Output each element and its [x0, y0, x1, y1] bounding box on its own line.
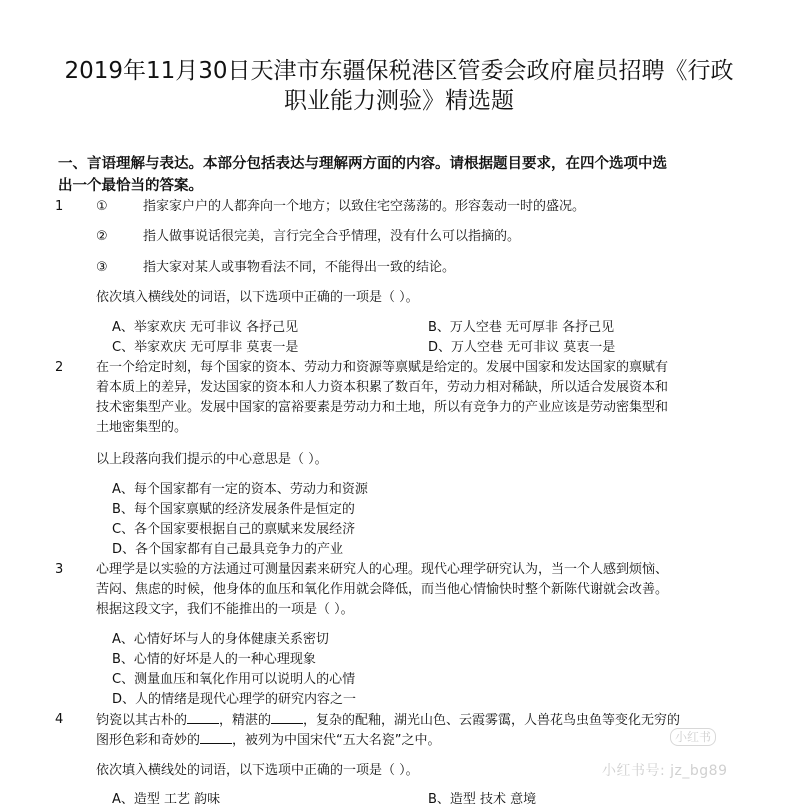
q3-paragraph-line-3: 根据这段文字，我们不能推出的一项是（ ）。 — [96, 602, 354, 617]
q4-option-b: B、造型 技术 意境 — [428, 792, 537, 807]
q4-blank-3 — [200, 730, 232, 744]
q1-option-d: D、万人空巷 无可非议 莫衷一是 — [428, 340, 616, 355]
watermark-id: 小红书号: jz_bg89 — [602, 763, 728, 779]
q4-text-2a: 图形色彩和奇妙的 — [96, 733, 201, 748]
document-title — [40, 56, 758, 116]
q1-option-c: C、举家欢庆 无可厚非 莫衷一是 — [112, 340, 299, 355]
q2-paragraph-line-4: 土地密集型的。 — [96, 420, 188, 435]
watermark-badge: 小红书 — [670, 728, 716, 746]
q1-prompt: 依次填入横线处的词语，以下选项中正确的一项是（ ）。 — [96, 290, 419, 305]
q4-text-1b: ，精湛的 — [219, 713, 272, 728]
question-1-number: 1 — [55, 199, 64, 214]
q4-prompt: 依次填入横线处的词语，以下选项中正确的一项是（ ）。 — [96, 763, 419, 778]
question-2-number: 2 — [55, 360, 64, 375]
q2-option-a: A、每个国家都有一定的资本、劳动力和资源 — [112, 482, 368, 497]
title-line-2: 职业能力测验》精选题 — [284, 88, 514, 114]
q3-option-c: C、测量血压和氧化作用可以说明人的心情 — [112, 672, 356, 687]
question-4-number: 4 — [55, 712, 64, 727]
q2-option-c: C、各个国家要根据自己的禀赋来发展经济 — [112, 522, 356, 537]
q4-text-1c: ，复杂的配釉，湖光山色、云霞雾霭，人兽花鸟虫鱼等变化无穷的 — [303, 713, 681, 728]
q2-paragraph-line-3: 技术密集型产业。发展中国家的富裕要素是劳动力和土地，所以有竞争力的产业应该是劳动密集型和 — [96, 400, 669, 415]
q2-paragraph-line-2: 着本质上的差异，发达国家的资本和人力资本积累了数百年，劳动力相对稀缺，所以适合发展资本和 — [96, 380, 669, 395]
q4-blank-2 — [271, 710, 303, 724]
q1-option-b: B、万人空巷 无可厚非 各抒己见 — [428, 320, 615, 335]
q1-option-a: A、举家欢庆 无可非议 各抒己见 — [112, 320, 299, 335]
q2-option-b: B、每个国家禀赋的经济发展条件是恒定的 — [112, 502, 355, 517]
question-3-number: 3 — [55, 562, 64, 577]
q4-paragraph-line-1 — [96, 710, 680, 731]
q4-text-1a: 钧瓷以其古朴的 — [96, 713, 188, 728]
section-line-1: 一、言语理解与表达。本部分包括表达与理解两方面的内容。请根据题目要求，在四个选项中选 — [58, 156, 667, 172]
q1-statement-2-mark: ② — [96, 229, 108, 244]
q4-blank-1 — [187, 710, 219, 724]
section-line-2: 出一个最恰当的答案。 — [58, 178, 203, 194]
q3-option-b: B、心情的好坏是人的一种心理现象 — [112, 652, 316, 667]
q1-statement-1-mark: ① — [96, 199, 108, 214]
q3-option-d: D、人的情绪是现代心理学的研究内容之一 — [112, 692, 357, 707]
q4-text-2b: ，被列为中国宋代“五大名瓷”之中。 — [232, 733, 441, 748]
q2-option-d: D、各个国家都有自己最具竞争力的产业 — [112, 542, 344, 557]
q2-paragraph-line-1: 在一个给定时刻，每个国家的资本、劳动力和资源等禀赋是给定的。发展中国家和发达国家的禀赋有 — [96, 360, 669, 375]
title-line-1: 2019年11月30日天津市东疆保税港区管委会政府雇员招聘《行政 — [64, 58, 734, 84]
q4-paragraph-line-2 — [96, 730, 441, 751]
q1-statement-3-mark: ③ — [96, 260, 108, 275]
q1-statement-1: 指家家户户的人都奔向一个地方；以致住宅空荡荡的。形容轰动一时的盛况。 — [143, 199, 586, 214]
q3-paragraph-line-1: 心理学是以实验的方法通过可测量因素来研究人的心理。现代心理学研究认为，当一个人感到烦恼、 — [96, 562, 669, 577]
q1-statement-2: 指人做事说话很完美，言行完全合乎情理，没有什么可以指摘的。 — [143, 229, 521, 244]
q2-prompt: 以上段落向我们提示的中心意思是（ ）。 — [96, 452, 328, 467]
q3-paragraph-line-2: 苦闷、焦虑的时候，他身体的血压和氧化作用就会降低，而当他心情愉快时整个新陈代谢就会改善。 — [96, 582, 669, 597]
q3-option-a: A、心情好坏与人的身体健康关系密切 — [112, 632, 329, 647]
q1-statement-3: 指大家对某人或事物看法不同，不能得出一致的结论。 — [143, 260, 456, 275]
q4-option-a: A、造型 工艺 韵味 — [112, 792, 221, 807]
section-heading — [58, 153, 748, 197]
